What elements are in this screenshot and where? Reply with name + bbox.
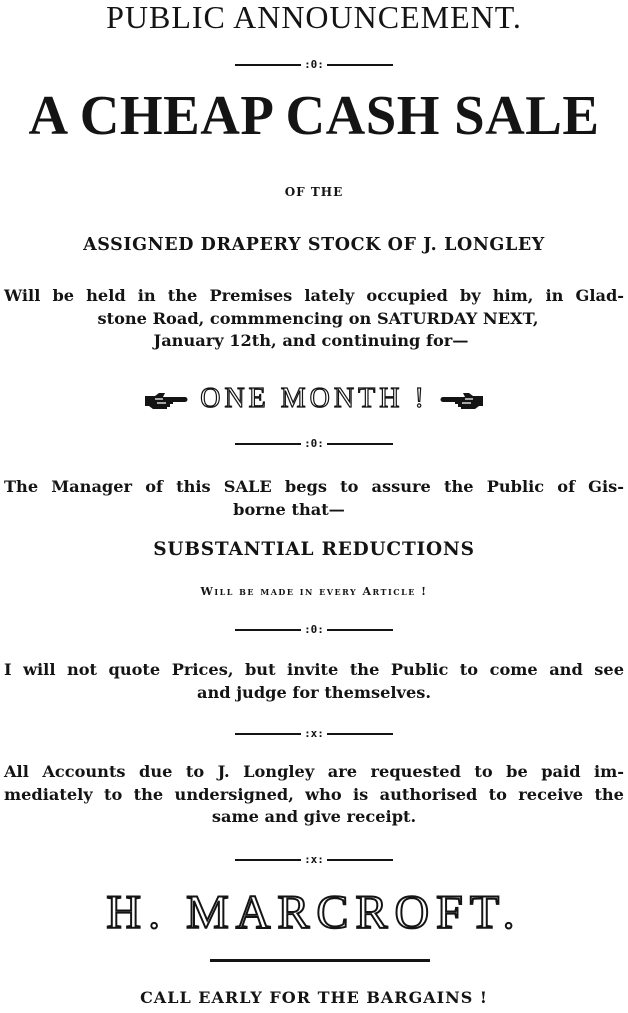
para2-line1: The Manager of this SALE begs to assure the Public of Gis- <box>4 477 624 496</box>
divider-mark: :0: <box>304 58 324 71</box>
divider-2 <box>0 437 628 451</box>
prices-paragraph <box>4 659 624 704</box>
call-early-text: CALL EARLY FOR THE BARGAINS ! <box>140 988 488 1007</box>
para1-line2: stone Road, commmencing on SATURDAY NEXT, <box>97 308 539 328</box>
will-be-made-text: Will be made in every Article ! <box>200 585 428 598</box>
para3-line1: I will not quote Prices, but invite the Public to come and see <box>4 660 624 679</box>
assigned-stock-heading: ASSIGNED DRAPERY STOCK OF J. LONGLEY <box>83 235 545 255</box>
divider-3 <box>0 623 628 637</box>
para3-line2: and judge for themselves. <box>196 682 432 702</box>
para4-line1: All Accounts due to J. Longley are requested to be paid im- <box>4 762 624 781</box>
divider-4 <box>0 727 628 741</box>
para1-line3: January 12th, and continuing for— <box>153 331 469 350</box>
public-announcement-heading: PUBLIC ANNOUNCEMENT. <box>106 0 522 35</box>
divider-mark: :x: <box>304 853 324 866</box>
para4-line3: same and give receipt. <box>211 807 417 826</box>
one-month-heading <box>0 382 628 416</box>
accounts-paragraph <box>4 761 624 829</box>
cheap-cash-sale-heading: A CHEAP CASH SALE <box>28 85 600 147</box>
substantial-reductions-heading: SUBSTANTIAL REDUCTIONS <box>153 539 475 560</box>
manager-paragraph <box>4 476 624 521</box>
signature-rule <box>210 959 430 962</box>
signature-heading: H. MARCROFT. <box>106 886 522 939</box>
divider-mark: :0: <box>304 623 324 636</box>
pointing-hand-left-icon <box>439 390 485 412</box>
divider-mark: :x: <box>304 727 324 740</box>
pointing-hand-right-icon <box>143 390 189 412</box>
one-month-text: ONE MONTH ! <box>200 383 428 414</box>
sale-details-paragraph <box>4 285 624 353</box>
para4-line2: mediately to the undersigned, who is authorised to receive the <box>4 784 624 804</box>
para1-line1: Will be held in the Premises lately occupied by him, in Glad- <box>4 286 624 305</box>
divider-1 <box>0 58 628 72</box>
divider-5 <box>0 853 628 867</box>
para2-line2: borne that— <box>233 499 345 519</box>
of-the-text: OF THE <box>284 185 344 199</box>
divider-mark: :0: <box>304 437 324 450</box>
